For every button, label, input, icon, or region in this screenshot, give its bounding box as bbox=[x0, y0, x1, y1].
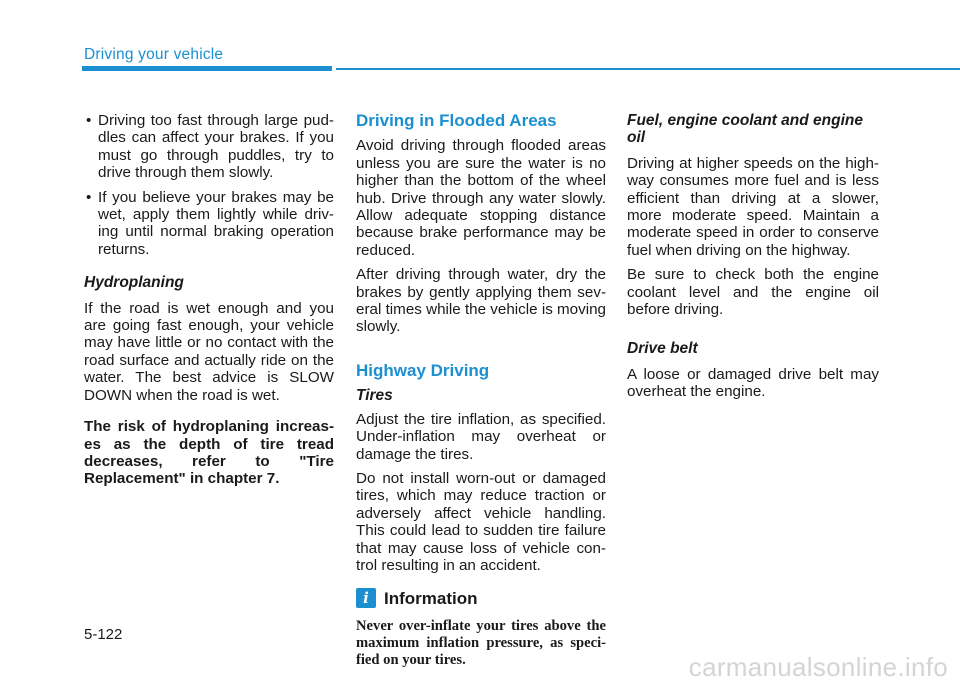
flooded-areas-heading: Driving in Flooded Areas bbox=[356, 111, 557, 130]
bullet-list bbox=[84, 112, 334, 258]
highway-driving-heading: Highway Driving bbox=[356, 360, 490, 380]
page-number: 5-122 bbox=[84, 626, 123, 643]
hydroplaning-warning: The risk of hydroplaning increas-es as the depth of tire tread decreases, refer to "Tire Replacement" in chapter 7. bbox=[84, 418, 334, 488]
column-left bbox=[84, 112, 334, 495]
tires-paragraph-2: Do not install worn-out or damaged tires, which may reduce traction or adversely affect vehicle handling. This could lead to sudden tire failure that may cause loss of vehicle con-trol resulting in an accident. bbox=[356, 469, 606, 574]
tires-heading: Tires bbox=[356, 387, 393, 405]
header-bar-thick bbox=[82, 66, 332, 71]
column-middle bbox=[356, 112, 606, 676]
fuel-paragraph-2: Be sure to check both the engine coolant level and the engine oil before driving. bbox=[627, 266, 879, 319]
tires-paragraph-1: Adjust the tire inflation, as specified. Under-inflation may overheat or damage the tires. bbox=[356, 410, 606, 463]
bullet-item: • Driving too fast through large pud-dles can affect your brakes. If you must go through puddles, try to drive through them slowly. bbox=[84, 112, 334, 182]
info-icon: i bbox=[356, 588, 376, 608]
section-header-title: Driving your vehicle bbox=[84, 46, 224, 63]
fuel-paragraph-1: Driving at higher speeds on the high-way consumes more fuel and is less efficient than driving at a slower, more moderate speed. Maintain a moderate speed in order to conserve fuel when driving on the highway. bbox=[627, 154, 879, 259]
column-right bbox=[627, 112, 879, 408]
fuel-coolant-oil-heading: Fuel, engine coolant and engine oil bbox=[627, 112, 863, 147]
hydroplaning-paragraph: If the road is wet enough and you are going fast enough, your vehicle may have little or no contact with the road surface and actually ride on the water. The best advice is SLOW DOWN when the road is wet. bbox=[84, 299, 334, 404]
flooded-paragraph-2: After driving through water, dry the brakes by gently applying them sev-eral times while the vehicle is moving slowly. bbox=[356, 266, 606, 336]
drive-belt-heading: Drive belt bbox=[627, 340, 698, 358]
header-rule bbox=[336, 68, 960, 70]
information-box bbox=[356, 588, 606, 608]
hydroplaning-heading: Hydroplaning bbox=[84, 274, 184, 292]
information-label: Information bbox=[384, 588, 478, 608]
drive-belt-paragraph: A loose or damaged drive belt may overheat the engine. bbox=[627, 365, 879, 401]
information-text: Never over-inflate your tires above the maximum inflation pressure, as speci-fied on your tires. bbox=[356, 618, 606, 669]
flooded-paragraph-1: Avoid driving through flooded areas unless you are sure the water is no higher than the bottom of the wheel hub. Drive through any water slowly. Allow adequate stopping distance because brake performance may be reduced. bbox=[356, 137, 606, 259]
bullet-item: • If you believe your brakes may be wet, apply them lightly while driv-ing until normal braking operation returns. bbox=[84, 189, 334, 259]
watermark: carmanualsonline.info bbox=[688, 652, 948, 682]
